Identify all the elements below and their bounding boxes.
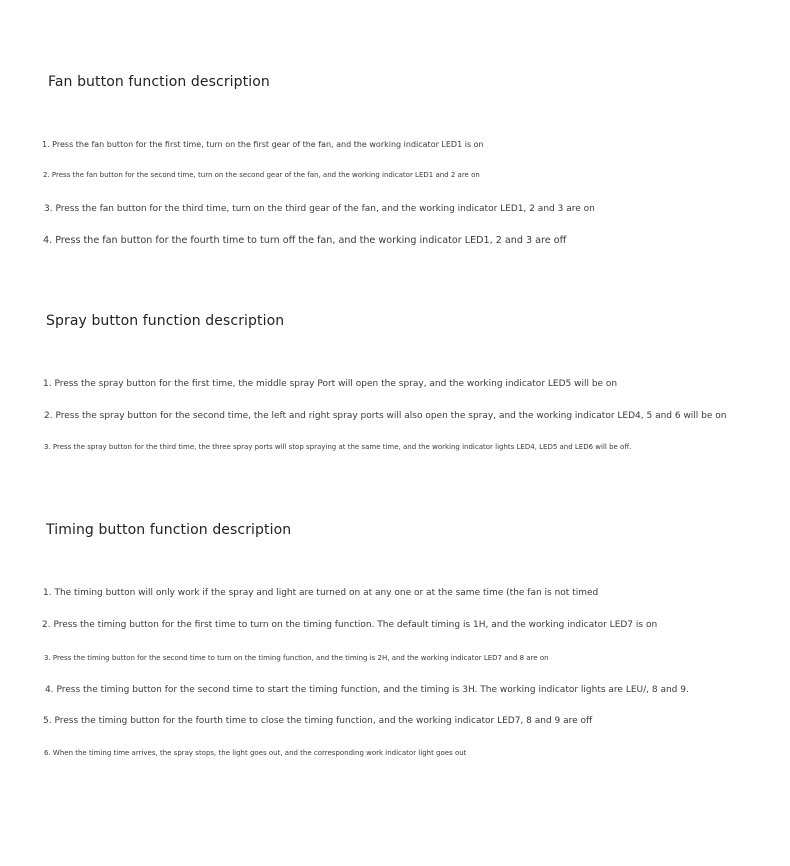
timing-item-4: 4. Press the timing button for the second time to start the timing function, and the timing is 3H. The working indicator lights are LEU/, 8 and 9. xyxy=(45,685,689,695)
timing-item-2: 2. Press the timing button for the first time to turn on the timing function. The default timing is 1H, and the working indicator LED7 is on xyxy=(42,620,658,630)
timing-section-title: Timing button function description xyxy=(46,522,292,538)
timing-item-5: 5. Press the timing button for the fourth time to close the timing function, and the working indicator LED7, 8 and 9 are off xyxy=(43,716,593,726)
spray-section-title: Spray button function description xyxy=(46,313,285,329)
fan-item-4: 4. Press the fan button for the fourth time to turn off the fan, and the working indicator LED1, 2 and 3 are off xyxy=(43,235,567,246)
timing-item-3: 3. Press the timing button for the second time to turn on the timing function, and the timing is 2H, and the working indicator LED7 and 8 are on xyxy=(44,654,549,662)
fan-item-3: 3. Press the fan button for the third time, turn on the third gear of the fan, and the working indicator LED1, 2 and 3 are on xyxy=(44,204,595,214)
fan-item-1: 1. Press the fan button for the first time, turn on the first gear of the fan, and the working indicator LED1 is on xyxy=(42,140,484,149)
spray-item-2: 2. Press the spray button for the second time, the left and right spray ports will also open the spray, and the working indicator LED4, 5 and 6 will be on xyxy=(44,411,727,421)
timing-item-1: 1. The timing button will only work if the spray and light are turned on at any one or at the same time (the fan is not timed xyxy=(43,588,599,598)
spray-item-3: 3. Press the spray button for the third time, the three spray ports will stop spraying at the same time, and the working indicator lights LED4, LED5 and LED6 will be off. xyxy=(44,443,632,451)
spray-item-1: 1. Press the spray button for the first time, the middle spray Port will open the spray, and the working indicator LED5 will be on xyxy=(43,379,618,389)
timing-item-6: 6. When the timing time arrives, the spray stops, the light goes out, and the corresponding work indicator light goes out xyxy=(44,749,467,757)
fan-item-2: 2. Press the fan button for the second time, turn on the second gear of the fan, and the working indicator LED1 and 2 are on xyxy=(43,171,480,179)
fan-section-title: Fan button function description xyxy=(48,74,270,90)
